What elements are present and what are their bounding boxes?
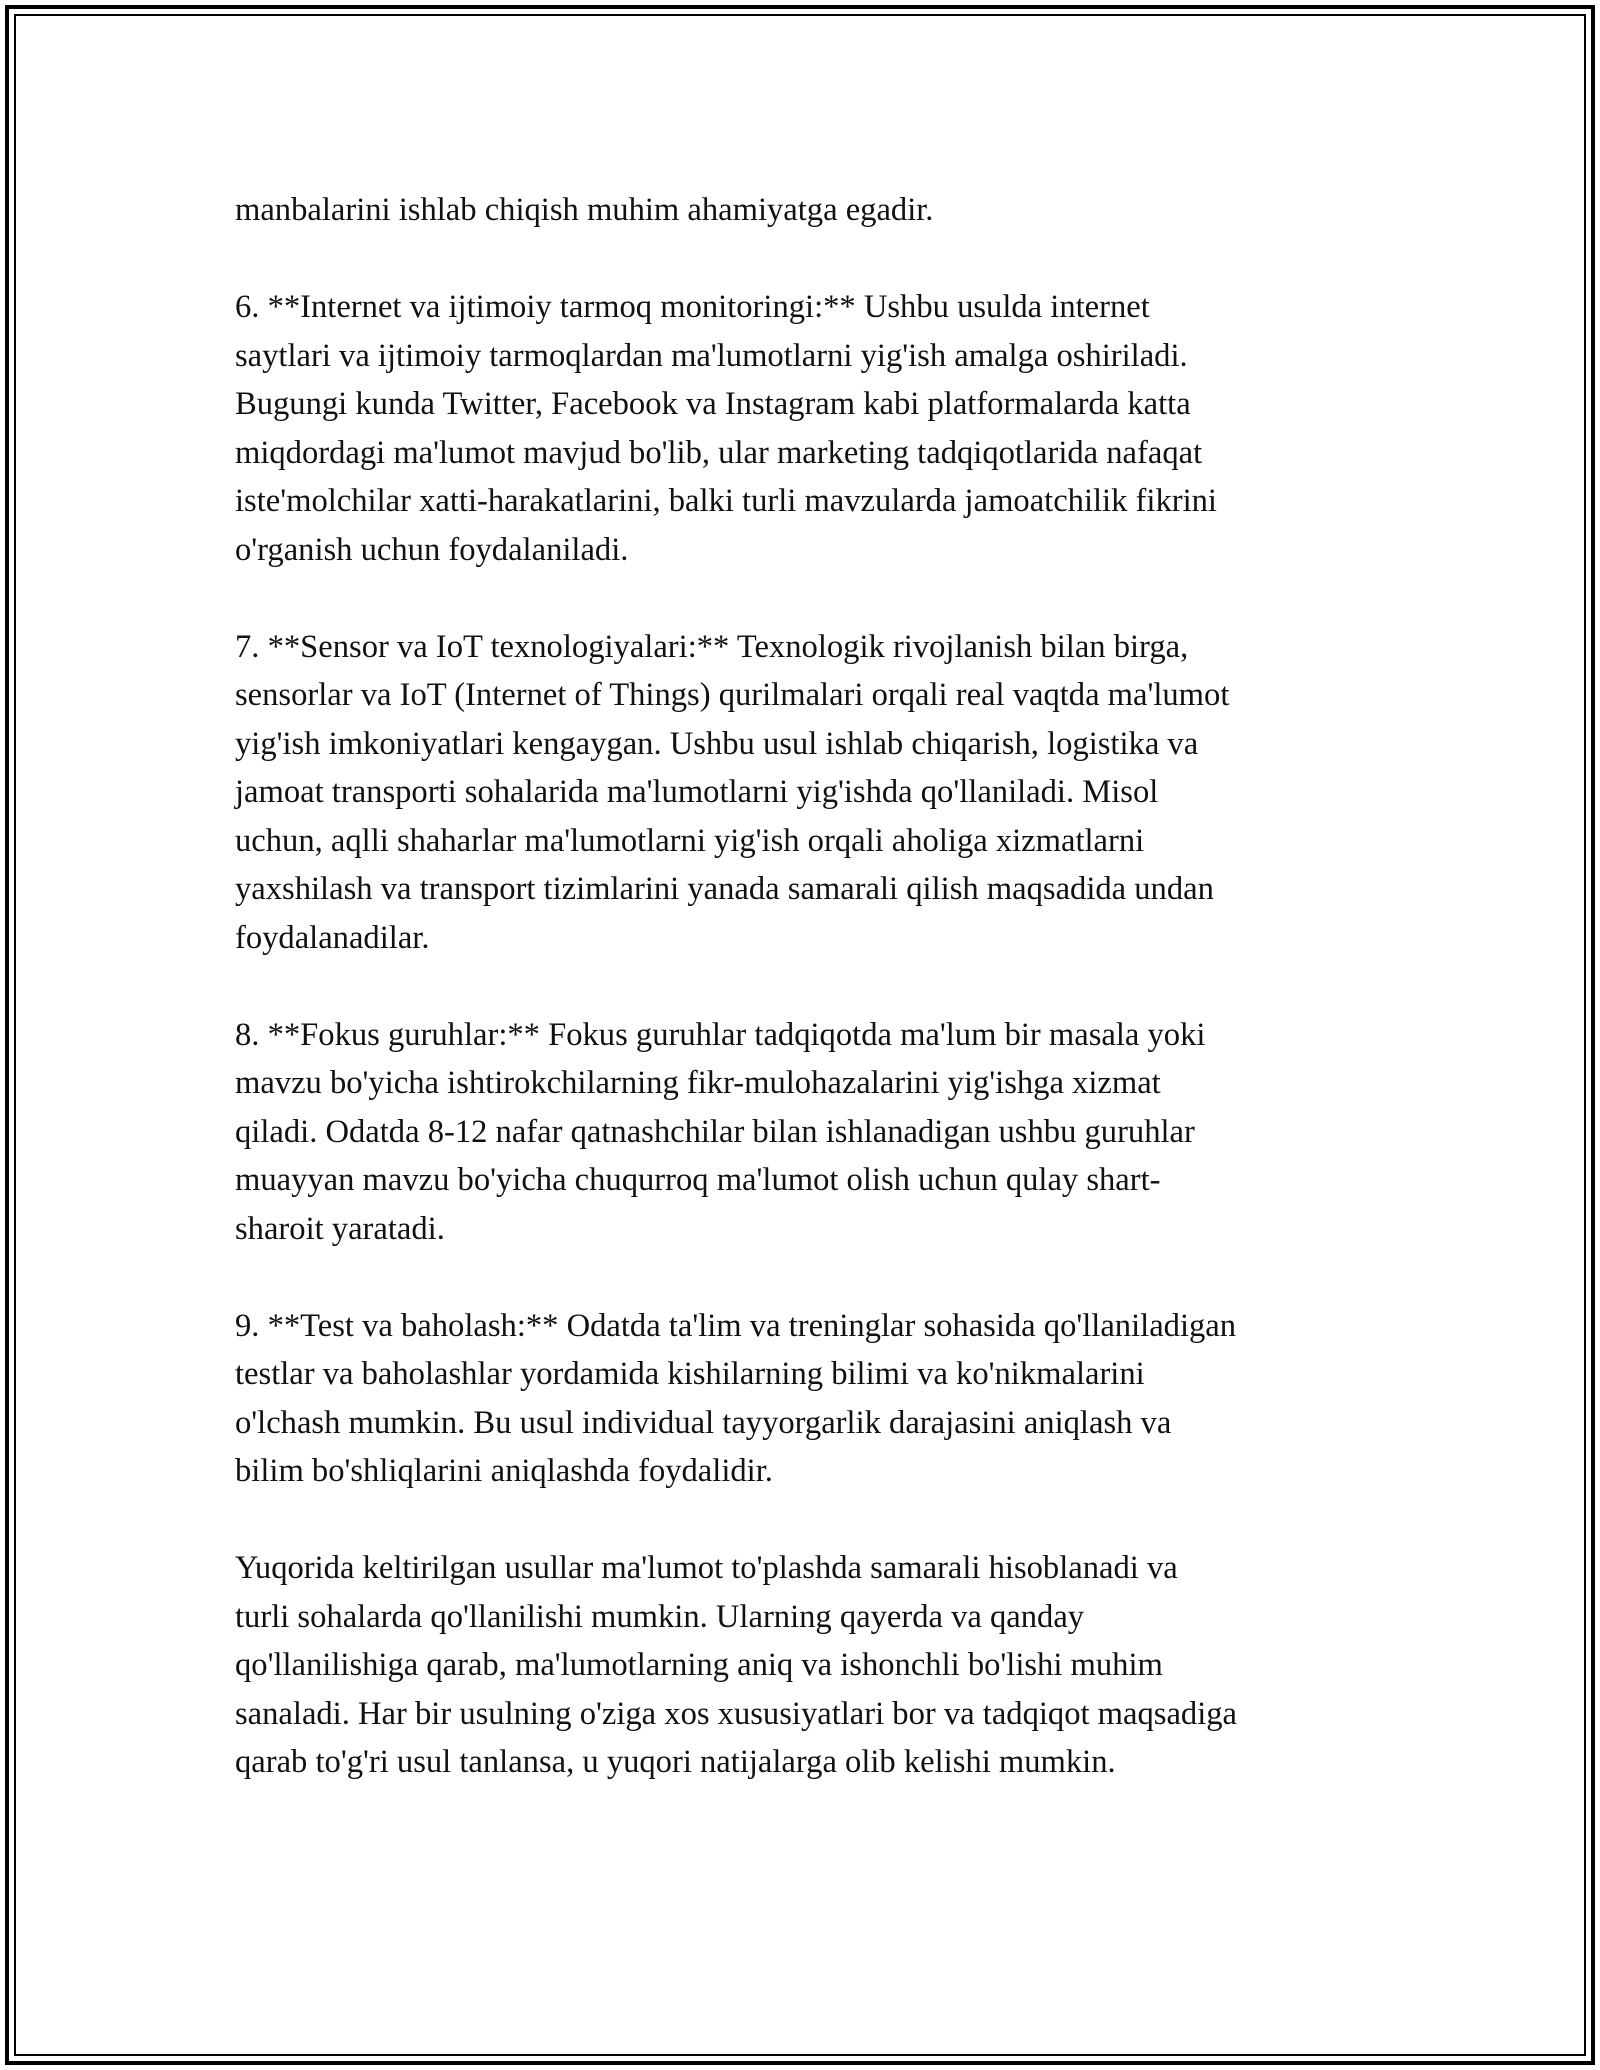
paragraph: [235, 186, 1375, 235]
text-line: 7. **Sensor va IoT texnologiyalari:** Texnologik rivojlanish bilan birga,: [235, 628, 1189, 665]
text-line: manbalarini ishlab chiqish muhim ahamiyatga egadir.: [235, 192, 934, 228]
text-line: yaxshilash va transport tizimlarini yanada samarali qilish maqsadida undan: [235, 871, 1214, 907]
paragraph: [235, 623, 1375, 963]
text-line: 8. **Fokus guruhlar:** Fokus guruhlar tadqiqotda ma'lum bir masala yoki: [235, 1016, 1206, 1053]
text-line: Yuqorida keltirilgan usullar ma'lumot to'plashda samarali hisoblanadi va: [235, 1550, 1178, 1586]
text-line: muayyan mavzu bo'yicha chuqurroq ma'lumot olish uchun qulay shart-: [235, 1162, 1161, 1198]
text-line: iste'molchilar xatti-harakatlarini, balki turli mavzularda jamoatchilik fikrini: [235, 483, 1217, 519]
text-line: sharoit yaratadi.: [235, 1210, 445, 1247]
text-line: 9. **Test va baholash:** Odatda ta'lim va treninglar sohasida qo'llaniladigan: [235, 1307, 1237, 1344]
paragraph: [235, 283, 1375, 574]
paragraph: [235, 1302, 1375, 1496]
text-line: qarab to'g'ri usul tanlansa, u yuqori natijalarga olib kelishi mumkin.: [235, 1744, 1116, 1780]
text-line: qo'llanilishiga qarab, ma'lumotlarning aniq va ishonchli bo'lishi muhim: [235, 1647, 1163, 1683]
text-line: uchun, aqlli shaharlar ma'lumotlarni yig'ish orqali aholiga xizmatlarni: [235, 822, 1145, 859]
text-line: mavzu bo'yicha ishtirokchilarning fikr-mulohazalarini yig'ishga xizmat: [235, 1065, 1161, 1101]
text-line: o'rganish uchun foydalaniladi.: [235, 531, 629, 568]
paragraph: [235, 1544, 1375, 1787]
text-line: Bugungi kunda Twitter, Facebook va Instagram kabi platformalarda katta: [235, 386, 1191, 422]
text-line: yig'ish imkoniyatlari kengaygan. Ushbu usul ishlab chiqarish, logistika va: [235, 725, 1199, 762]
text-line: jamoat transporti sohalarida ma'lumotlarni yig'ishda qo'llaniladi. Misol: [235, 774, 1159, 810]
text-line: foydalanadilar.: [235, 919, 430, 956]
text-line: sanaladi. Har bir usulning o'ziga xos xususiyatlari bor va tadqiqot maqsadiga: [235, 1695, 1238, 1732]
text-line: sensorlar va IoT (Internet of Things) qurilmalari orqali real vaqtda ma'lumot: [235, 677, 1230, 713]
text-line: miqdordagi ma'lumot mavjud bo'lib, ular marketing tadqiqotlarida nafaqat: [235, 434, 1203, 471]
text-line: o'lchash mumkin. Bu usul individual tayyorgarlik darajasini aniqlash va: [235, 1404, 1172, 1441]
document-body: [235, 186, 1375, 1835]
text-line: testlar va baholashlar yordamida kishilarning bilimi va ko'nikmalarini: [235, 1356, 1145, 1392]
text-line: turli sohalarda qo'llanilishi mumkin. Ularning qayerda va qanday: [235, 1598, 1085, 1635]
text-line: saytlari va ijtimoiy tarmoqlardan ma'lumotlarni yig'ish amalga oshiriladi.: [235, 337, 1188, 374]
text-line: qiladi. Odatda 8-12 nafar qatnashchilar bilan ishlanadigan ushbu guruhlar: [235, 1113, 1195, 1150]
text-line: 6. **Internet va ijtimoiy tarmoq monitoringi:** Ushbu usulda internet: [235, 289, 1150, 325]
paragraph: [235, 1011, 1375, 1254]
text-line: bilim bo'shliqlarini aniqlashda foydalidir.: [235, 1453, 773, 1489]
